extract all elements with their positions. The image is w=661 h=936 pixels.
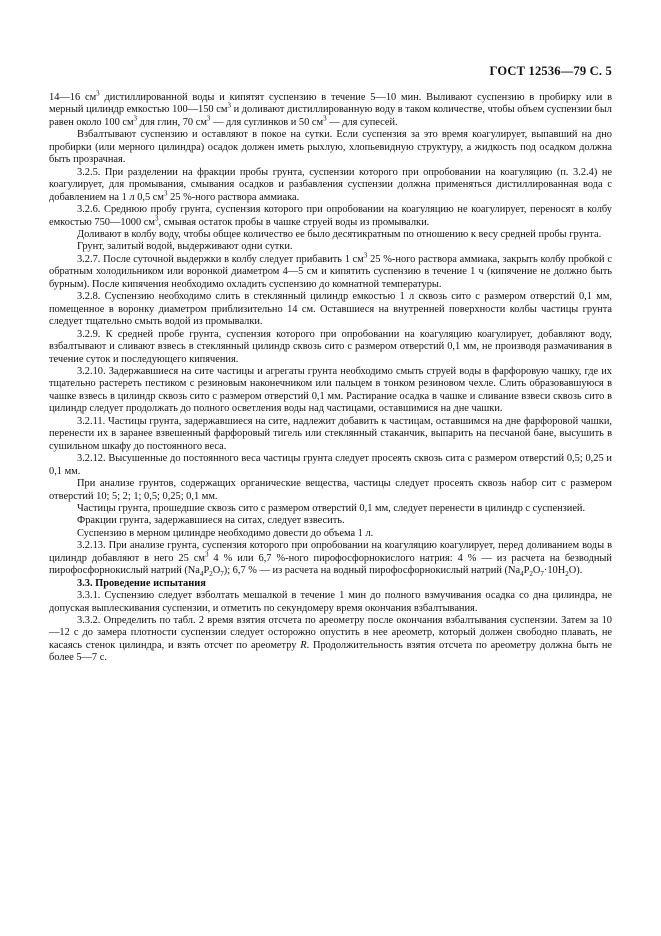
document-body xyxy=(49,89,613,665)
paragraph-3-2-8: 3.2.8. Суспензию необходимо слить в стеклянный цилиндр емкостью 1 л сквозь сито с размером отверстий 0,1 мм, помещенное в воронку диаметром приблизительно 14 см. Оставшиеся на внутренней поверхности колбы частицы грунта следует тщательно смыть водой из промывалки. xyxy=(49,291,612,328)
paragraph: Доливают в колбу воду, чтобы общее количество ее было десятикратным по отношению к весу средней пробы грунта. xyxy=(77,228,602,240)
paragraph-3-3-1: 3.3.1. Суспензию следует взболтать мешалкой в течение 1 мин до полного взмучивания осадка со дна цилиндра, не допуская выплескивания суспензии, и отметить по секундомеру время окончания взбалтывания. xyxy=(49,590,612,614)
paragraph: Фракции грунта, задержавшиеся на ситах, следует взвесить. xyxy=(77,515,345,527)
paragraph: Частицы грунта, прошедшие сквозь сито с размером отверстий 0,1 мм, следует перенести в цилиндр с суспензией. xyxy=(77,502,586,514)
section-heading: 3.3. Проведение испытания xyxy=(77,577,206,589)
paragraph-3-2-5: 3.2.5. При разделении на фракции пробы грунта, суспензии которого при опробовании на коагуляцию (п. 3.2.4) не коагулирует, для промывания, смывания осадков и разбавления суспензии должна применяться дистиллированная вода с добавлением на 1 л 0,5 $см^3$ 25 %-ного раствора аммиака. xyxy=(49,166,612,203)
paragraph: 14—16 $см^3$ дистиллированной воды и кипятят суспензию в течение 5—10 мин. Выливают суспензию в пробирку или в мерный цилиндр емкостью 100—150 $см^3$ и доливают дистиллированную воду в таком количестве, чтобы объем суспензии был равен около 100 $см^3$ для глин, 70 $см^3$ — для суглинков и 50 $см^3$ — для супесей. xyxy=(49,89,612,128)
paragraph: Грунт, залитый водой, выдерживают одни сутки. xyxy=(77,241,293,253)
paragraph-3-2-9: 3.2.9. К средней пробе грунта, суспензия которого при опробовании на коагуляцию коагулирует, добавляют воду, взбалтывают и сливают взвесь в стеклянный цилиндр сквозь сито с размером отверстий 0,1 мм, не производя размачивания в течение суток и последующего кипячения. xyxy=(49,328,612,365)
paragraph-3-3-2: 3.3.2. Определить по табл. 2 время взятия отсчета по ареометру после окончания взбалтывания суспензии. Затем за 10—12 с до замера плотности суспензии следует осторожно опустить в нее ареометр, который должен свободно плавать, не касаясь стенок цилиндра, и взять отсчет по ареометру R. Продолжительность взятия отсчета по ареометру должна быть не более 5—7 с. xyxy=(49,615,613,664)
paragraph-3-2-13: 3.2.13. При анализе грунта, суспензия которого при опробовании на коагуляцию коагулирует, перед доливанием воды в цилиндр добавляют в него 25 $см^3$ 4 % или 6,7 %-ного пирофосфорнокислого натрия: 4 % — из расчета на безводный пирофосфорнокислый натрий $(Na_4P_2O_7)$; 6,7 % — из расчета на водный пирофосфорнокислый натрий $(Na_4P_2O_7\cdot 10H_2O)$. xyxy=(49,540,612,579)
paragraph-3-2-6: 3.2.6. Среднюю пробу грунта, суспензия которого при опробовании на коагуляцию не коагулирует, переносят в колбу емкостью 750—1000 $см^3$, смывая остаток пробы в чашке струей воды из промывалки. xyxy=(49,204,612,228)
page-header: ГОСТ 12536—79 С. 5 xyxy=(489,64,612,78)
paragraph: Взбалтывают суспензию и оставляют в покое на сутки. Если суспензия за это время коагулирует, выпавший на дно пробирки (или мерного цилиндра) осадок должен иметь рыхлую, хлопьевидную структуру, а жидкость под осадком должна быть прозрачная. xyxy=(49,129,612,166)
paragraph: Суспензию в мерном цилиндре необходимо довести до объема 1 л. xyxy=(77,527,374,539)
paragraph: При анализе грунтов, содержащих органические вещества, частицы следует просеять сквозь набор сит с размером отверстий 10; 5; 2; 1; 0,5; 0,25; 0,1 мм. xyxy=(49,478,612,502)
paragraph-3-2-7: 3.2.7. После суточной выдержки в колбу следует прибавить 1 $см^3$ 25 %-ного раствора аммиака, закрыть колбу пробкой с обратным холодильником или воронкой диаметром 4—5 см и кипятить суспензию в течение 1 ч (кипячение не должно быть бурным). После кипячения необходимо охладить суспензию до комнатной температуры. xyxy=(49,251,612,290)
paragraph-3-2-12: 3.2.12. Высушенные до постоянного веса частицы грунта следует просеять сквозь сита с размером отверстий 0,5; 0,25 и 0,1 мм. xyxy=(49,453,612,477)
paragraph-3-2-10: 3.2.10. Задержавшиеся на сите частицы и агрегаты грунта необходимо смыть струей воды в фарфоровую чашку, где их тщательно растереть пестиком с резиновым наконечником или пальцем в тонком резиновом чехле. Слить образовавшуюся в чашке взвесь в цилиндр сквозь сито с размером отверстий 0,1 мм. Растирание осадка в чашке и сливание взвеси сквозь сито в цилиндр следует продолжать до полного осветления воды над частицами, оставшимися на дне чашки. xyxy=(49,365,612,415)
paragraph-3-2-11: 3.2.11. Частицы грунта, задержавшиеся на сите, надлежит добавить к частицам, оставшимся на дне фарфоровой чашки, перенести их в заранее взвешенный фарфоровый тигель или стеклянный стаканчик, выпарить на песчаной бане, высушить в сушильном шкафу до постоянного веса. xyxy=(49,415,612,452)
